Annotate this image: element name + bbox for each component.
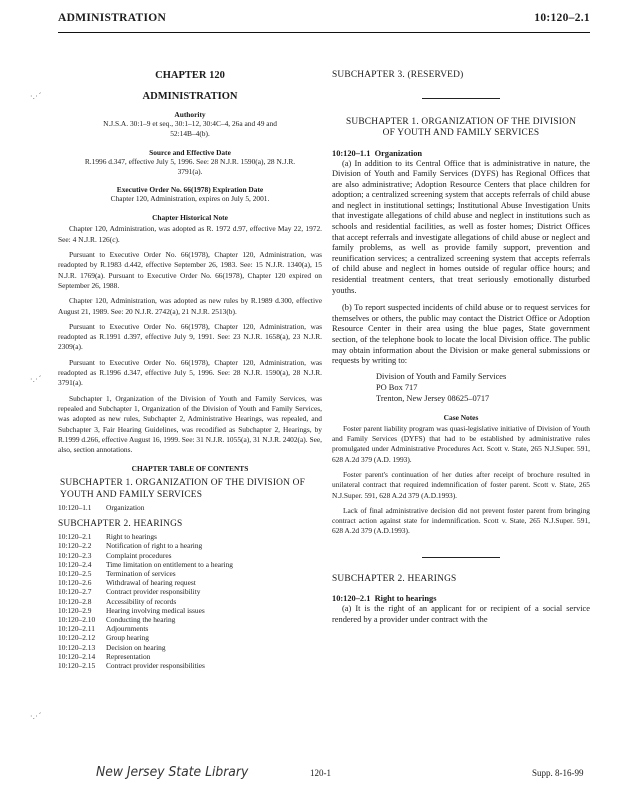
section-1-1-heading (332, 149, 590, 158)
toc-number: 10:120–2.6 (58, 578, 92, 588)
section-title: Organization (374, 148, 423, 158)
left-column (58, 58, 322, 670)
toc-row (58, 503, 144, 512)
toc-title: Decision on hearing (106, 642, 166, 652)
toc-number: 10:120–1.1 (58, 503, 92, 513)
subchapter-3-heading: SUBCHAPTER 3. (RESERVED) (332, 70, 464, 80)
toc-title: Right to hearings (106, 532, 157, 542)
toc-subchapter-2: SUBCHAPTER 2. HEARINGS (58, 518, 183, 529)
page-number: 120-1 (310, 768, 331, 778)
toc-row (58, 615, 233, 624)
chapter-number: CHAPTER 120 (155, 70, 225, 81)
toc-title: Notification of right to a hearing (106, 541, 203, 551)
address-line: Trenton, New Jersey 08625–0717 (376, 393, 490, 403)
toc-row (58, 551, 233, 560)
toc-number: 10:120–2.4 (58, 559, 92, 569)
section-divider (422, 98, 500, 99)
address-line: Division of Youth and Family Services (376, 371, 507, 381)
history-note: Pursuant to Executive Order No. 66(1978), Chapter 120, Administration, was readopted as R.1996 d.347, effective July 5, 1996. See: 28 N.J.R. 1590(a), 28 N.J.R. 3791(a). (58, 357, 322, 388)
source-heading: Source and Effective Date (149, 147, 231, 157)
toc-number: 10:120–2.7 (58, 587, 92, 597)
toc-title: Adjournments (106, 624, 149, 634)
toc-row (58, 578, 233, 587)
toc-row (58, 597, 233, 606)
toc-number: 10:120–2.3 (58, 550, 92, 560)
toc-title: Organization (106, 503, 145, 513)
toc-number: 10:120–2.15 (58, 660, 96, 670)
toc-row (58, 560, 233, 569)
subchapter-1-heading: SUBCHAPTER 1. ORGANIZATION OF THE DIVISION OF YOUTH AND FAMILY SERVICES (345, 116, 577, 138)
subchapter-2-heading: SUBCHAPTER 2. HEARINGS (332, 573, 457, 584)
history-heading: Chapter Historical Note (152, 213, 228, 223)
toc-number: 10:120–2.11 (58, 624, 95, 634)
library-stamp: New Jersey State Library (96, 765, 249, 780)
section-2-1-heading (332, 594, 590, 603)
authority-heading: Authority (174, 110, 206, 119)
toc-row (58, 587, 233, 596)
toc-number: 10:120–2.10 (58, 614, 96, 624)
toc-row (58, 606, 233, 615)
toc-title: Accessibility of records (106, 596, 177, 606)
address-line: PO Box 717 (376, 382, 418, 392)
toc-row (58, 532, 233, 541)
scan-mark: ·.·´ (30, 712, 42, 721)
eo-text: Chapter 120, Administration, expires on July 5, 2001. (110, 194, 270, 204)
history-note: Chapter 120, Administration, was adopted as R. 1972 d.97, effective May 22, 1972. See: 4 N.J.R. 126(c). (58, 224, 322, 244)
toc-number: 10:120–2.9 (58, 605, 92, 615)
section-divider (422, 557, 500, 558)
case-notes-heading: Case Notes (443, 412, 479, 422)
toc-number: 10:120–2.5 (58, 568, 92, 578)
toc-title: Hearing involving medical issues (106, 605, 205, 615)
toc-title: Contract provider responsibilities (106, 660, 205, 670)
toc-number: 10:120–2.1 (58, 532, 92, 542)
toc-subchapter-1-list (58, 503, 144, 512)
section-title: Right to hearings (374, 594, 437, 604)
case-note: Foster parent's continuation of her duties after receipt of brochure resulted in unilateral contract that required indemnification of foster parent. Scott v. State, 265 N.J.Super. 591, 628 A.2d 379 (A.D.1993). (332, 469, 590, 500)
history-note: Subchapter 1, Organization of the Division of Youth and Family Services, was repealed and Subchapter 1, Organization of the Division of Youth and Family Services, was adopted as new rules, Subchapter 2, Administrative Hearings, was repealed, and Subchapter 3, Fair Hearing Guidelines, was recodified as Subchapter 2, Hearings, by R.1999 d.266, effective August 16, 1999. See: 31 N.J.R. 1055(a), 31 N.J.R. 2402(a). See, also, section annotations. (58, 393, 322, 455)
paragraph-b: (b) To report suspected incidents of child abuse or to request services for themselves or others, the public may contact the District Office or Adoption Resource Center in their area using the blue pages, State government section, of the telephone book to locate the local Division office. The public may obtain information about the Division or make general submissions or requests by writing to: (332, 303, 590, 366)
case-note: Lack of final administrative decision did not prevent foster parent from bringing contract action against state for indemnification. Scott v. State, 265 N.J.Super. 591, 628 A.2d 379 (A.D.1993). (332, 505, 590, 536)
case-note: Foster parent liability program was quasi-legislative initiative of Division of Youth and Family Services (DYFS) that had to be established by administrative rules promulgated under Administrative Procedures Act. Scott v. State, 265 N.J.Super. 591, 628 A.2d 379 (A.D. 1993). (332, 423, 590, 464)
toc-subchapter-1: SUBCHAPTER 1. ORGANIZATION OF THE DIVISION OF YOUTH AND FAMILY SERVICES (60, 478, 306, 500)
toc-title: Representation (106, 651, 151, 661)
toc-title: Withdrawal of hearing request (106, 578, 196, 588)
paragraph-a: (a) In addition to its Central Office that is administrative in nature, the Division of Youth and Family Services (DYFS) has Regional Offices that are also administrative; Adoption Resource Centers that place children for adoption; a centralized screening system that accepts referrals of child abuse and neglect in institutional settings; Institutional Abuse Investigation Units that investigate allegations of child abuse and neglect in institutions such as schools and residential facilities, as well as foster homes; District Offices that accept referrals and investigate allegations of child abuse or neglect and family problems, as well as provide family support, prevention and reunification services; a centralized screening system that accepts referrals of child abuse and neglect in homes outside of regular office hours; and residential treatment centers, that treat seriously emotionally disturbed youths. (332, 158, 590, 295)
history-note: Chapter 120, Administration, was adopted as new rules by R.1989 d.300, effective August 21, 1989. See: 20 N.J.R. 2742(a), 21 N.J.R. 2513(b). (58, 296, 322, 316)
toc-row (58, 569, 233, 578)
toc-subchapter-2-list (58, 532, 233, 670)
chapter-title: ADMINISTRATION (142, 91, 238, 102)
toc-row (58, 643, 233, 652)
toc-title: Time limitation on entitlement to a hearing (106, 559, 233, 569)
toc-title: Contract provider responsibility (106, 587, 201, 597)
toc-row (58, 624, 233, 633)
toc-row (58, 541, 233, 550)
running-header (58, 10, 590, 33)
toc-row (58, 661, 233, 670)
toc-number: 10:120–2.8 (58, 596, 92, 606)
section-number: 10:120–1.1 (332, 148, 371, 158)
scan-mark: ·.·´ (30, 92, 42, 101)
toc-title: Group hearing (106, 633, 149, 643)
toc-number: 10:120–2.13 (58, 642, 96, 652)
toc-row (58, 652, 233, 661)
toc-title: Conducting the hearing (106, 614, 176, 624)
toc-title: Complaint procedures (106, 550, 172, 560)
header-right: 10:120–2.1 (534, 12, 590, 24)
authority-text: N.J.S.A. 30:1–9 et seq., 30:1–12, 30:4C–4, 26a and 49 and 52:14B–4(b). (103, 119, 277, 139)
source-text: R.1996 d.347, effective July 5, 1996. See: 28 N.J.R. 1590(a), 28 N.J.R. 3791(a). (84, 156, 296, 176)
scan-mark: ·.·´ (30, 375, 42, 384)
supplement-date: Supp. 8-16-99 (532, 768, 584, 778)
mailing-address (332, 371, 590, 404)
paragraph-2-1-a: (a) It is the right of an applicant for or recipient of a social service rendered by a provider under contract with the (332, 604, 590, 624)
toc-number: 10:120–2.12 (58, 633, 96, 643)
right-column (332, 58, 590, 625)
history-note: Pursuant to Executive Order No. 66(1978), Chapter 120, Administration, was readopted as R.1991 d.397, effective July 9, 1991. See: 23 N.J.R. 1658(a), 23 N.J.R. 2309(a). (58, 321, 322, 352)
toc-row (58, 633, 233, 642)
toc-number: 10:120–2.14 (58, 651, 96, 661)
header-left: ADMINISTRATION (58, 12, 167, 24)
eo-heading: Executive Order No. 66(1978) Expiration Date (116, 185, 264, 195)
toc-title: Termination of services (106, 568, 176, 578)
toc-number: 10:120–2.2 (58, 541, 92, 551)
history-note: Pursuant to Executive Order No. 66(1978), Chapter 120, Administration, was readopted by R.1983 d.442, effective September 26, 1983. See: 15 N.J.R. 1340(a), 15 N.J.R. 1769(a). Pursuant to Executive Order No. 66(1978), Chapter 120 expired on September 26, 1988. (58, 250, 322, 290)
toc-heading: CHAPTER TABLE OF CONTENTS (131, 464, 249, 474)
section-number: 10:120–2.1 (332, 594, 371, 604)
